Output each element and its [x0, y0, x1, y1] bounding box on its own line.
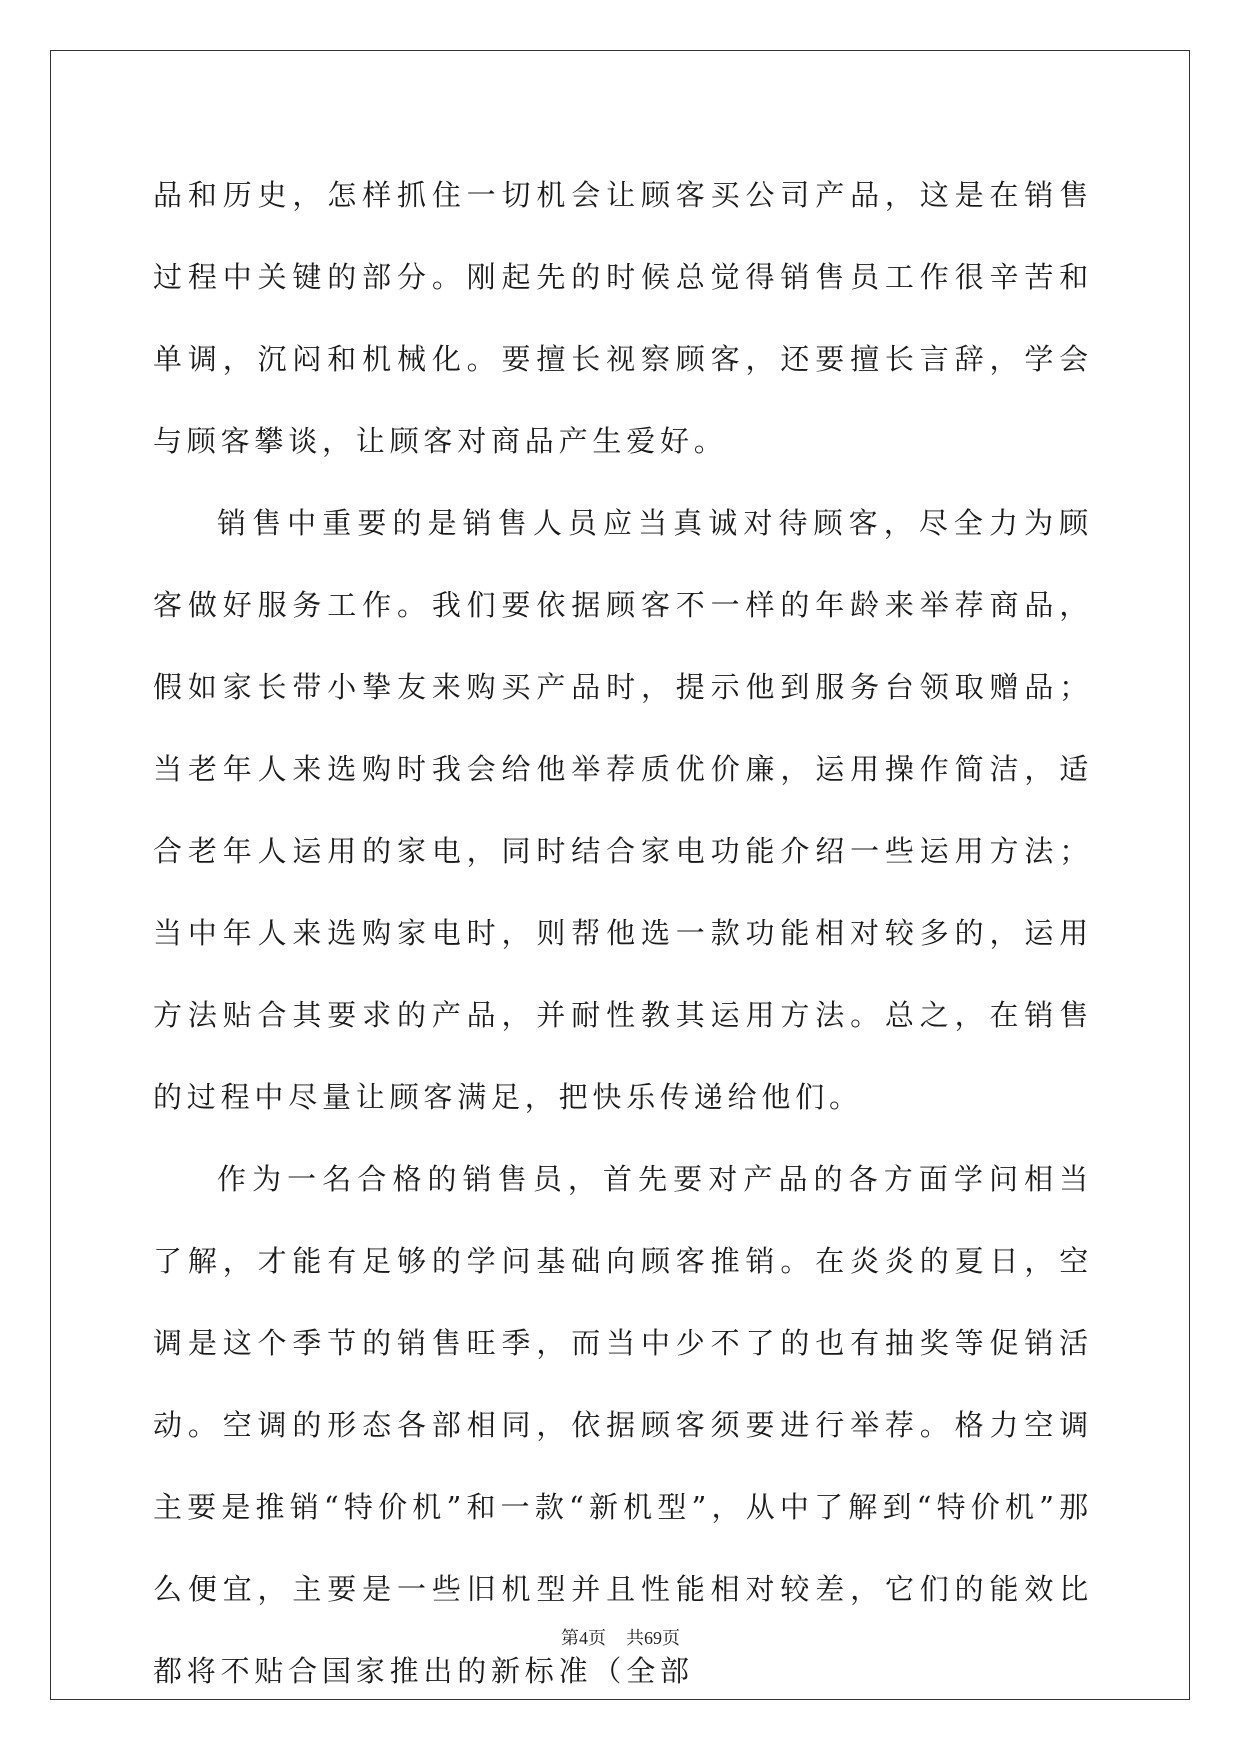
text-line: 结合家电功能介绍一些运用方法；当中年人来选购家电时，则帮他选: [153, 834, 1093, 950]
text-line: 相同，依据顾客须要进行举荐。格力空调主要是推销“特价机”和一: [153, 1408, 1093, 1524]
document-body: [153, 154, 1093, 1712]
text-line: 一款功能相对较多的，运用方法贴合其要求的产品，并耐性教其运用: [153, 916, 1093, 1032]
text-line: 且性能相对较差，它们的能效比都将不贴合国家推出的新标准（全部: [153, 1572, 1094, 1688]
text-line: 作为一名合格的销售员，首先要对产品的各方面学问相当了解，: [153, 1162, 1093, 1278]
text-line: 机械化。要擅长视察顾客，还要擅长言辞，学会与顾客攀谈，让顾客: [153, 342, 1093, 458]
text-line: 方法。总之，在销售的过程中尽量让顾客满足，把快乐传递给他们。: [153, 998, 1094, 1114]
page-prefix: 第: [561, 1628, 579, 1648]
text-line: 销售中重要的是销售人员应当真诚对待顾客，尽全力为顾客做好: [153, 506, 1093, 622]
text-line: 对商品产生爱好。: [457, 424, 728, 458]
text-line: 才能有足够的学问基础向顾客推销。在炎炎的夏日，空调是这个季节: [153, 1244, 1093, 1360]
total-suffix: 页: [662, 1628, 680, 1648]
text-line: 关键的部分。刚起先的时候总觉得销售员工作很辛苦和单调，沉闷和: [153, 260, 1093, 376]
page-suffix: 页: [588, 1628, 606, 1648]
text-line: 款“新机型”，从中了解到“特价机”那么便宜，主要是一些旧机型并: [153, 1490, 1093, 1606]
paragraph-2: [153, 482, 1093, 1138]
text-line: 会给他举荐质优价廉，运用操作简洁，适合老年人运用的家电，同时: [153, 752, 1093, 868]
total-prefix: 共: [626, 1628, 644, 1648]
total-pages: 69: [644, 1628, 662, 1648]
text-line: 服务工作。我们要依据顾客不一样的年龄来举荐商品，假如家长带小: [153, 588, 1093, 704]
text-line: 挚友来购买产品时，提示他到服务台领取赠品；当老年人来选购时我: [153, 670, 1093, 786]
text-line: 品和历史，怎样抓住一切机会让顾客买公司产品，这是在销售过程中: [153, 178, 1093, 294]
page-footer: [0, 1624, 1241, 1650]
text-line: 的销售旺季，而当中少不了的也有抽奖等促销活动。空调的形态各部: [153, 1326, 1093, 1442]
page-number: 4: [579, 1628, 588, 1648]
paragraph-1: [153, 154, 1093, 482]
